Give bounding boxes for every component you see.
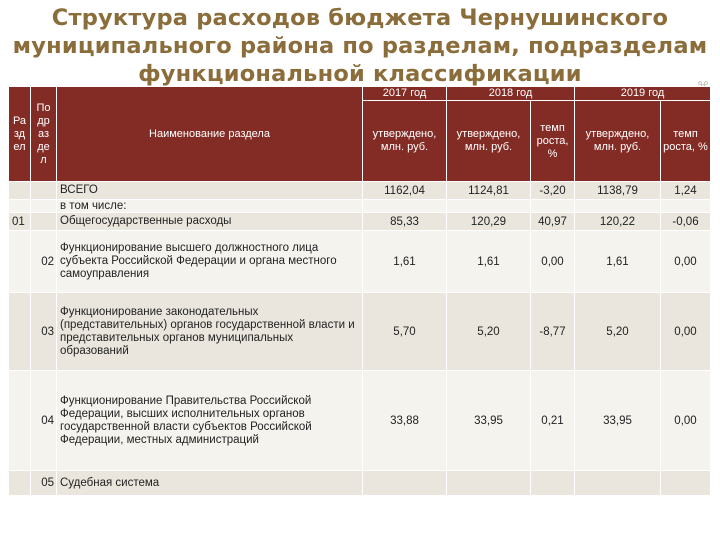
cell-2017-approved: [363, 200, 447, 213]
cell-name: Судебная система: [57, 471, 363, 496]
cell-2017-approved: 33,88: [363, 371, 447, 471]
header-year-2019: 2019 год: [575, 87, 711, 101]
cell-podrazdel: 02: [31, 231, 57, 293]
cell-podrazdel: [31, 182, 57, 200]
budget-table: [8, 86, 711, 496]
cell-name: ВСЕГО: [57, 182, 363, 200]
cell-2019-growth: 1,24: [661, 182, 711, 200]
cell-razdel: [9, 231, 31, 293]
table-row-subsection-03: [9, 293, 711, 371]
cell-2019-growth: 0,00: [661, 293, 711, 371]
table-row-subsection-04: [9, 371, 711, 471]
header-year-2018: 2018 год: [447, 87, 575, 101]
page-title: [0, 4, 720, 88]
cell-2018-approved: 5,20: [447, 293, 531, 371]
cell-2019-growth: 0,00: [661, 231, 711, 293]
header-podrazdel: По др аз де л: [31, 87, 57, 182]
cell-2019-approved: 1138,79: [575, 182, 661, 200]
cell-2019-approved: 120,22: [575, 213, 661, 231]
cell-razdel: [9, 293, 31, 371]
cell-2018-growth: 0,21: [531, 371, 575, 471]
cell-2018-approved: 33,95: [447, 371, 531, 471]
cell-podrazdel: 04: [31, 371, 57, 471]
cell-2019-growth: 0,00: [661, 371, 711, 471]
header-growth-2018: темп роста, %: [531, 101, 575, 182]
header-name: Наименование раздела: [57, 87, 363, 182]
cell-podrazdel: 03: [31, 293, 57, 371]
header-year-2017: 2017 год: [363, 87, 447, 101]
table-row-total: [9, 182, 711, 200]
title-line-3: функциональной классификации: [138, 61, 582, 87]
cell-2017-approved: 1162,04: [363, 182, 447, 200]
title-line-1: Структура расходов бюджета Чернушинского: [51, 5, 669, 31]
cell-2018-approved: 1,61: [447, 231, 531, 293]
cell-2019-growth: -0,06: [661, 213, 711, 231]
cell-name: Функционирование высшего должностного лица субъекта Российской Федерации и органа местного самоуправления: [57, 231, 363, 293]
cell-2017-approved: 1,61: [363, 231, 447, 293]
cell-2018-growth: 40,97: [531, 213, 575, 231]
cell-razdel: [9, 471, 31, 496]
cell-2019-growth: [661, 471, 711, 496]
cell-razdel: [9, 200, 31, 213]
cell-2018-approved: [447, 471, 531, 496]
cell-2019-approved: [575, 200, 661, 213]
cell-2018-approved: 1124,81: [447, 182, 531, 200]
cell-2019-approved: 5,20: [575, 293, 661, 371]
header-approved-2019: утверждено, млн. руб.: [575, 101, 661, 182]
header-razdel: Ра зд ел: [9, 87, 31, 182]
title-line-2: муниципального района по разделам, подразделам: [12, 33, 708, 59]
table-row-section-01: [9, 213, 711, 231]
cell-2018-growth: -8,77: [531, 293, 575, 371]
cell-2019-approved: [575, 471, 661, 496]
cell-name: в том числе:: [57, 200, 363, 213]
cell-podrazdel: 05: [31, 471, 57, 496]
header-approved-2018: утверждено, млн. руб.: [447, 101, 531, 182]
cell-2018-growth: [531, 471, 575, 496]
cell-2017-approved: 5,70: [363, 293, 447, 371]
cell-name: Функционирование законодательных (представительных) органов государственной власти и представительных органов муниципальных образований: [57, 293, 363, 371]
cell-2018-approved: [447, 200, 531, 213]
cell-2017-approved: [363, 471, 447, 496]
cell-2019-growth: [661, 200, 711, 213]
cell-name: Функционирование Правительства Российской Федерации, высших исполнительных органов государственной власти субъектов Российской Федерации, местных администраций: [57, 371, 363, 471]
cell-2017-approved: 85,33: [363, 213, 447, 231]
cell-2019-approved: 1,61: [575, 231, 661, 293]
cell-razdel: 01: [9, 213, 31, 231]
cell-podrazdel: [31, 213, 57, 231]
table-row-subsection-05: [9, 471, 711, 496]
table-row-subsection-02: [9, 231, 711, 293]
table-row-including: [9, 200, 711, 213]
cell-2018-approved: 120,29: [447, 213, 531, 231]
cell-name: Общегосударственные расходы: [57, 213, 363, 231]
cell-2019-approved: 33,95: [575, 371, 661, 471]
cell-razdel: [9, 371, 31, 471]
header-growth-2019: темп роста, %: [661, 101, 711, 182]
cell-2018-growth: [531, 200, 575, 213]
cell-razdel: [9, 182, 31, 200]
header-approved-2017: утверждено, млн. руб.: [363, 101, 447, 182]
cell-podrazdel: [31, 200, 57, 213]
cell-2018-growth: 0,00: [531, 231, 575, 293]
cell-2018-growth: -3,20: [531, 182, 575, 200]
